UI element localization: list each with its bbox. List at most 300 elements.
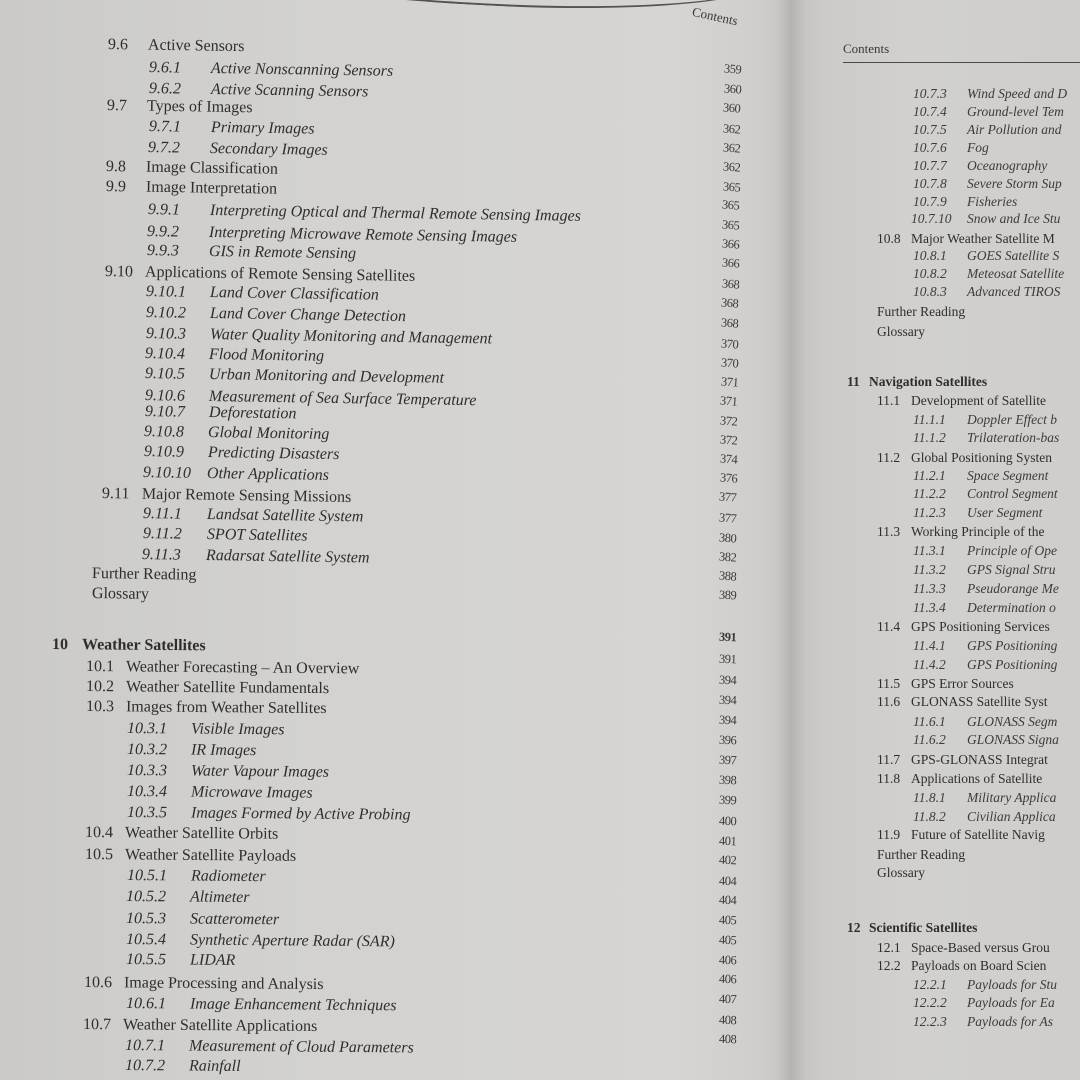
toc-entry <box>913 994 1055 1012</box>
toc-entry <box>149 117 315 140</box>
section-number: 12.2.3 <box>913 1014 947 1029</box>
toc-entry <box>913 485 1058 503</box>
toc-entry <box>913 656 1057 674</box>
page-number: 377 <box>718 489 737 505</box>
section-number: 9.8 <box>106 158 127 176</box>
page-number: 389 <box>718 587 737 603</box>
toc-entry <box>913 121 1062 139</box>
toc-entry <box>913 247 1059 265</box>
toc-entry <box>913 713 1057 731</box>
section-title: Air Pollution and <box>967 122 1062 137</box>
section-number: 10.5.5 <box>125 951 166 969</box>
section-title: Glossary <box>877 324 925 339</box>
toc-entry <box>83 1015 317 1037</box>
section-number: 9.7.2 <box>148 139 181 157</box>
section-title: Image Classification <box>146 158 279 178</box>
page-number: 368 <box>720 295 739 311</box>
section-title: Interpreting Optical and Thermal Remote Sensing Images <box>209 201 581 225</box>
section-number: 10 <box>51 636 69 654</box>
section-number: 11.2 <box>877 450 901 465</box>
section-title: Fog <box>967 140 989 155</box>
toc-entry <box>877 675 1014 693</box>
toc-entry <box>127 782 313 804</box>
section-number: 10.3 <box>85 698 114 716</box>
section-title: Urban Monitoring and Development <box>209 366 445 387</box>
section-number: 11.5 <box>877 676 901 691</box>
toc-entry <box>877 957 1046 975</box>
page-number: 408 <box>718 1031 737 1047</box>
section-number: 11.1.2 <box>913 430 946 445</box>
toc-entry <box>913 1013 1053 1031</box>
section-title: Images Formed by Active Probing <box>190 804 411 824</box>
section-number: 9.7.1 <box>148 118 181 136</box>
section-title: Pseudorange Me <box>967 581 1059 596</box>
section-title: Payloads for Stu <box>967 977 1057 992</box>
toc-entry <box>145 344 324 367</box>
toc-entry <box>877 770 1042 788</box>
toc-entry <box>877 826 1045 844</box>
section-number: 12.2.1 <box>913 977 947 992</box>
section-title: Payloads for As <box>967 1014 1054 1029</box>
section-number: 11.6.1 <box>913 714 946 729</box>
section-number: 11.2.1 <box>913 468 946 483</box>
page-number: 394 <box>718 672 737 688</box>
section-number: 10.3.1 <box>127 720 168 738</box>
section-title: Weather Satellites <box>81 636 206 655</box>
toc-entry <box>877 693 1048 711</box>
book-gutter <box>776 0 806 1080</box>
section-title: Active Nonscanning Sensors <box>211 59 394 80</box>
toc-entry <box>143 463 329 486</box>
section-number: 10.8.1 <box>913 248 947 263</box>
section-number: 11.1 <box>877 393 901 408</box>
toc-entry <box>877 392 1046 410</box>
section-number: 9.10.8 <box>143 423 185 441</box>
page-number: 371 <box>719 393 738 409</box>
toc-entry <box>913 504 1042 522</box>
section-number: 9.6 <box>107 36 129 54</box>
section-number: 10.7.10 <box>911 211 952 226</box>
section-number: 11.9 <box>877 827 901 842</box>
section-number: 9.6.2 <box>149 80 182 98</box>
toc-entry <box>127 740 256 761</box>
section-title: Global Positioning Systen <box>911 450 1053 465</box>
section-number: 10.7.6 <box>913 140 947 155</box>
section-number: 10.7.4 <box>913 104 947 119</box>
section-number: 9.11.3 <box>142 546 182 564</box>
section-number: 10.7.7 <box>913 158 947 173</box>
section-title: Synthetic Aperture Radar (SAR) <box>189 931 395 951</box>
section-number: 12.1 <box>877 940 901 955</box>
page-number: 362 <box>722 121 741 137</box>
section-title: Weather Satellite Payloads <box>124 846 296 865</box>
toc-entry <box>127 719 285 740</box>
section-number: 9.11.2 <box>142 525 182 543</box>
section-title: GPS Positioning <box>967 657 1058 672</box>
page-number: 402 <box>718 852 737 868</box>
toc-entry <box>877 846 965 864</box>
toc-entry <box>877 864 925 882</box>
section-number: 10.7.8 <box>913 176 947 191</box>
page-number: 394 <box>718 712 737 728</box>
toc-entry <box>913 976 1057 994</box>
toc-entry <box>106 177 277 200</box>
section-number: 9.11 <box>101 485 130 503</box>
page-number: 372 <box>719 432 738 448</box>
section-title: Principle of Ope <box>967 543 1057 558</box>
section-number: 12 <box>847 920 861 935</box>
section-number: 11.3.2 <box>913 562 946 577</box>
section-title: GLONASS Signa <box>967 732 1059 747</box>
section-title: GOES Satellite S <box>967 248 1060 263</box>
section-number: 10.5 <box>84 846 113 864</box>
section-title: Deforestation <box>208 404 297 423</box>
section-title: Secondary Images <box>210 139 329 159</box>
section-title: Active Sensors <box>147 36 245 56</box>
section-number: 12.2 <box>877 958 901 973</box>
section-title: GIS in Remote Sensing <box>208 242 357 263</box>
page-number: 407 <box>718 991 737 1007</box>
section-number: 10.5.4 <box>125 931 166 949</box>
section-title: Fisheries <box>967 194 1018 209</box>
section-number: 11.8 <box>877 771 901 786</box>
toc-entry <box>877 618 1050 636</box>
toc-entry <box>913 265 1064 283</box>
toc-entry <box>913 789 1056 807</box>
section-title: Major Remote Sensing Missions <box>141 485 352 506</box>
toc-entry <box>149 58 393 82</box>
page-number: 366 <box>721 236 740 252</box>
page-number: 368 <box>720 315 739 331</box>
section-title: Working Principle of the <box>911 524 1045 539</box>
section-number: 10.6.1 <box>125 995 166 1013</box>
toc-entry <box>147 241 356 264</box>
section-title: Weather Satellite Fundamentals <box>125 678 329 698</box>
section-title: Oceanography <box>967 158 1048 173</box>
section-title: Image Enhancement Techniques <box>189 995 397 1015</box>
section-title: Active Scanning Sensors <box>211 80 369 101</box>
section-title: GPS Error Sources <box>911 676 1014 691</box>
section-title: Civilian Applica <box>967 809 1056 824</box>
section-title: Weather Satellite Applications <box>123 1016 318 1036</box>
toc-entry <box>92 584 149 605</box>
toc-entry <box>86 677 329 699</box>
section-number: 9.10.5 <box>145 365 186 383</box>
section-number: 10.4 <box>84 824 113 842</box>
section-number: 11.3.4 <box>913 600 946 615</box>
toc-entry <box>126 887 250 908</box>
section-title: Rainfall <box>188 1057 241 1076</box>
section-title: Scientific Satellites <box>869 920 978 935</box>
section-number: 9.10.9 <box>143 443 185 461</box>
section-number: 11.3.3 <box>913 581 946 596</box>
toc-entry <box>877 939 1050 957</box>
section-title: GLONASS Satellite Syst <box>911 694 1048 709</box>
toc-entry <box>913 542 1057 560</box>
section-title: Global Monitoring <box>207 424 330 443</box>
section-number: 9.11.1 <box>142 505 182 523</box>
section-number: 11.7 <box>877 752 901 767</box>
toc-entry <box>913 175 1062 193</box>
toc-entry <box>913 599 1056 617</box>
page-number: 398 <box>718 772 737 788</box>
toc-entry <box>913 139 989 157</box>
page-number: 371 <box>720 374 739 390</box>
page-number: 362 <box>722 159 741 175</box>
page-number: 374 <box>719 451 738 467</box>
left-running-head: Contents <box>690 4 740 29</box>
section-title: Space-Based versus Grou <box>911 940 1050 955</box>
section-number: 10.7.1 <box>125 1037 166 1055</box>
toc-entry <box>86 657 359 679</box>
section-number: 9.10.2 <box>145 304 186 322</box>
section-number: 11.2.2 <box>913 486 946 501</box>
section-title: Ground-level Tem <box>967 104 1064 119</box>
section-title: Image Interpretation <box>145 178 277 198</box>
section-title: Trilateration-bas <box>967 430 1060 445</box>
section-number: 9.9.3 <box>146 242 180 260</box>
section-title: Snow and Ice Stu <box>967 211 1061 226</box>
page-number: 360 <box>723 81 742 97</box>
section-title: Radiometer <box>190 867 266 886</box>
section-title: Measurement of Cloud Parameters <box>189 1037 415 1057</box>
toc-entry <box>126 909 279 930</box>
section-title: Meteosat Satellite <box>967 266 1065 281</box>
section-number: 9.10.6 <box>144 387 185 405</box>
toc-entry <box>127 761 329 783</box>
section-number: 11.2.3 <box>913 505 946 520</box>
section-title: GLONASS Segm <box>967 714 1058 729</box>
toc-entry <box>847 373 987 391</box>
section-number: 10.3.3 <box>127 762 168 780</box>
toc-entry <box>877 323 925 341</box>
section-title: Land Cover Classification <box>210 284 380 304</box>
section-title: Measurement of Sea Surface Temperature <box>208 388 477 410</box>
section-number: 10.3.4 <box>127 783 168 801</box>
page-number: 359 <box>723 61 742 77</box>
page-number: 380 <box>718 530 737 546</box>
section-title: Future of Satellite Navig <box>911 827 1045 842</box>
section-title: Microwave Images <box>191 783 313 802</box>
section-title: Further Reading <box>91 565 197 584</box>
section-title: Advanced TIROS <box>967 284 1061 299</box>
toc-entry <box>143 524 308 547</box>
section-title: Visible Images <box>191 720 285 739</box>
section-title: Weather Forecasting – An Overview <box>125 658 360 678</box>
right-running-head: Contents <box>843 41 890 56</box>
section-number: 11.3.1 <box>913 543 946 558</box>
section-number: 11.6 <box>877 694 901 709</box>
section-title: Types of Images <box>146 97 253 117</box>
toc-entry <box>52 635 206 656</box>
toc-entry <box>92 564 197 586</box>
section-number: 10.5.2 <box>126 888 167 906</box>
section-title: Severe Storm Sup <box>967 176 1062 191</box>
section-title: Doppler Effect b <box>967 412 1057 427</box>
section-title: LIDAR <box>189 951 236 969</box>
section-number: 10.5.3 <box>126 910 167 928</box>
section-number: 11.4.2 <box>913 657 946 672</box>
section-title: Glossary <box>877 865 925 880</box>
page-number: 376 <box>719 470 738 486</box>
section-title: Landsat Satellite System <box>206 506 364 526</box>
toc-entry <box>126 866 265 887</box>
section-number: 9.9 <box>105 178 126 196</box>
toc-entry <box>84 845 295 867</box>
section-title: Glossary <box>91 585 150 603</box>
section-title: User Segment <box>967 505 1043 520</box>
section-title: Payloads for Ea <box>967 995 1055 1010</box>
toc-entry <box>877 449 1052 467</box>
header-rule <box>843 62 1080 63</box>
section-title: Weather Satellite Orbits <box>124 824 279 843</box>
toc-entry <box>86 697 327 719</box>
section-number: 9.10.4 <box>145 345 186 363</box>
toc-entry <box>847 919 977 937</box>
section-number: 10.7 <box>83 1016 112 1034</box>
section-number: 11.4.1 <box>913 638 946 653</box>
page-number: 366 <box>721 255 740 271</box>
section-title: Land Cover Change Detection <box>209 305 406 326</box>
section-number: 10.7.5 <box>913 122 947 137</box>
section-number: 11.8.1 <box>913 790 946 805</box>
toc-entry <box>144 442 340 465</box>
section-title: SPOT Satellites <box>206 526 308 545</box>
toc-entry <box>913 637 1057 655</box>
page-number: 404 <box>718 892 737 908</box>
page-number: 406 <box>718 971 737 987</box>
page-number: 405 <box>718 932 737 948</box>
toc-entry <box>877 303 965 321</box>
section-number: 11.6.2 <box>913 732 946 747</box>
section-title: Further Reading <box>877 847 966 862</box>
toc-entry <box>913 561 1056 579</box>
section-number: 9.6.1 <box>149 59 182 77</box>
toc-entry <box>913 103 1064 121</box>
section-title: Other Applications <box>207 465 330 484</box>
section-number: 9.10.3 <box>145 325 186 343</box>
toc-entry <box>913 467 1048 485</box>
section-number: 10.6 <box>83 974 112 992</box>
toc-entry <box>913 157 1047 175</box>
toc-entry <box>126 994 397 1016</box>
section-number: 10.2 <box>85 678 114 696</box>
toc-entry <box>913 193 1017 211</box>
toc-entry <box>913 411 1057 429</box>
section-title: GPS Signal Stru <box>967 562 1056 577</box>
toc-entry <box>85 823 278 845</box>
page-number: 362 <box>722 140 741 156</box>
page-number: 365 <box>721 217 740 233</box>
section-title: Images from Weather Satellites <box>125 698 327 718</box>
section-title: Flood Monitoring <box>209 346 325 365</box>
toc-entry <box>125 1036 414 1059</box>
section-title: Water Quality Monitoring and Management <box>209 326 492 348</box>
section-title: Primary Images <box>210 118 315 138</box>
section-number: 9.9.1 <box>147 201 180 219</box>
page-number: 388 <box>718 568 737 584</box>
section-number: 9.10.7 <box>144 403 185 421</box>
section-title: GPS Positioning <box>967 638 1058 653</box>
section-title: Water Vapour Images <box>191 762 330 781</box>
section-title: Predicting Disasters <box>207 444 340 464</box>
toc-entry <box>913 731 1059 749</box>
section-number: 9.10.10 <box>143 464 192 482</box>
section-title: Development of Satellite <box>911 393 1046 408</box>
section-number: 11.1.1 <box>913 412 946 427</box>
toc-entry <box>877 230 1055 248</box>
section-number: 11.3 <box>877 524 901 539</box>
toc-entry <box>125 1056 241 1077</box>
toc-entry <box>84 973 324 995</box>
section-number: 10.7.2 <box>124 1057 166 1075</box>
section-number: 10.8.3 <box>913 284 947 299</box>
page-number: 401 <box>718 833 737 849</box>
section-title: Interpreting Microwave Remote Sensing Images <box>208 223 518 246</box>
toc-entry <box>877 523 1045 541</box>
section-number: 10.7.3 <box>913 86 947 101</box>
section-title: Radarsat Satellite System <box>206 547 370 567</box>
page-number: 391 <box>718 629 737 645</box>
section-title: Space Segment <box>967 468 1049 483</box>
section-number: 10.5.1 <box>126 867 167 885</box>
page-number: 368 <box>721 276 740 292</box>
toc-entry <box>913 283 1060 301</box>
section-title: Determination o <box>967 600 1056 615</box>
page-number: 394 <box>718 692 737 708</box>
page-number: 370 <box>720 336 739 352</box>
page-number: 406 <box>718 952 737 968</box>
section-title: Major Weather Satellite M <box>911 231 1055 246</box>
page-number: 396 <box>718 732 737 748</box>
section-number: 9.10.1 <box>146 283 187 301</box>
section-number: 11.4 <box>877 619 901 634</box>
toc-entry <box>913 85 1067 103</box>
section-number: 11 <box>847 374 860 389</box>
toc-entry <box>146 282 379 306</box>
section-title: Altimeter <box>190 888 250 907</box>
section-number: 12.2.2 <box>913 995 947 1010</box>
section-title: Applications of Satellite <box>911 771 1043 786</box>
section-number: 9.10 <box>104 263 133 281</box>
toc-entry <box>127 803 411 825</box>
toc-entry <box>877 751 1048 769</box>
page-number: 365 <box>721 197 740 213</box>
toc-entry <box>106 157 278 180</box>
toc-entry <box>913 429 1059 447</box>
toc-entry <box>911 210 1060 228</box>
section-title: GPS-GLONASS Integrat <box>911 752 1048 767</box>
page-number: 404 <box>718 873 737 889</box>
page-number: 360 <box>722 100 741 116</box>
toc-entry <box>146 303 406 327</box>
section-title: Further Reading <box>877 304 966 319</box>
page-number: 408 <box>718 1012 737 1028</box>
page-number: 372 <box>719 413 738 429</box>
toc-entry <box>107 96 253 118</box>
section-number: 10.3.2 <box>127 741 168 759</box>
section-title: Navigation Satellites <box>869 374 988 389</box>
toc-entry <box>913 580 1059 598</box>
section-title: Applications of Remote Sensing Satellites <box>144 263 415 285</box>
section-title: Scatterometer <box>190 910 280 929</box>
page-number: 382 <box>718 549 737 565</box>
section-number: 10.1 <box>85 658 115 676</box>
section-title: Image Processing and Analysis <box>123 974 324 994</box>
toc-entry <box>108 35 245 57</box>
page-number: 365 <box>722 179 741 195</box>
page-number: 399 <box>718 792 737 808</box>
